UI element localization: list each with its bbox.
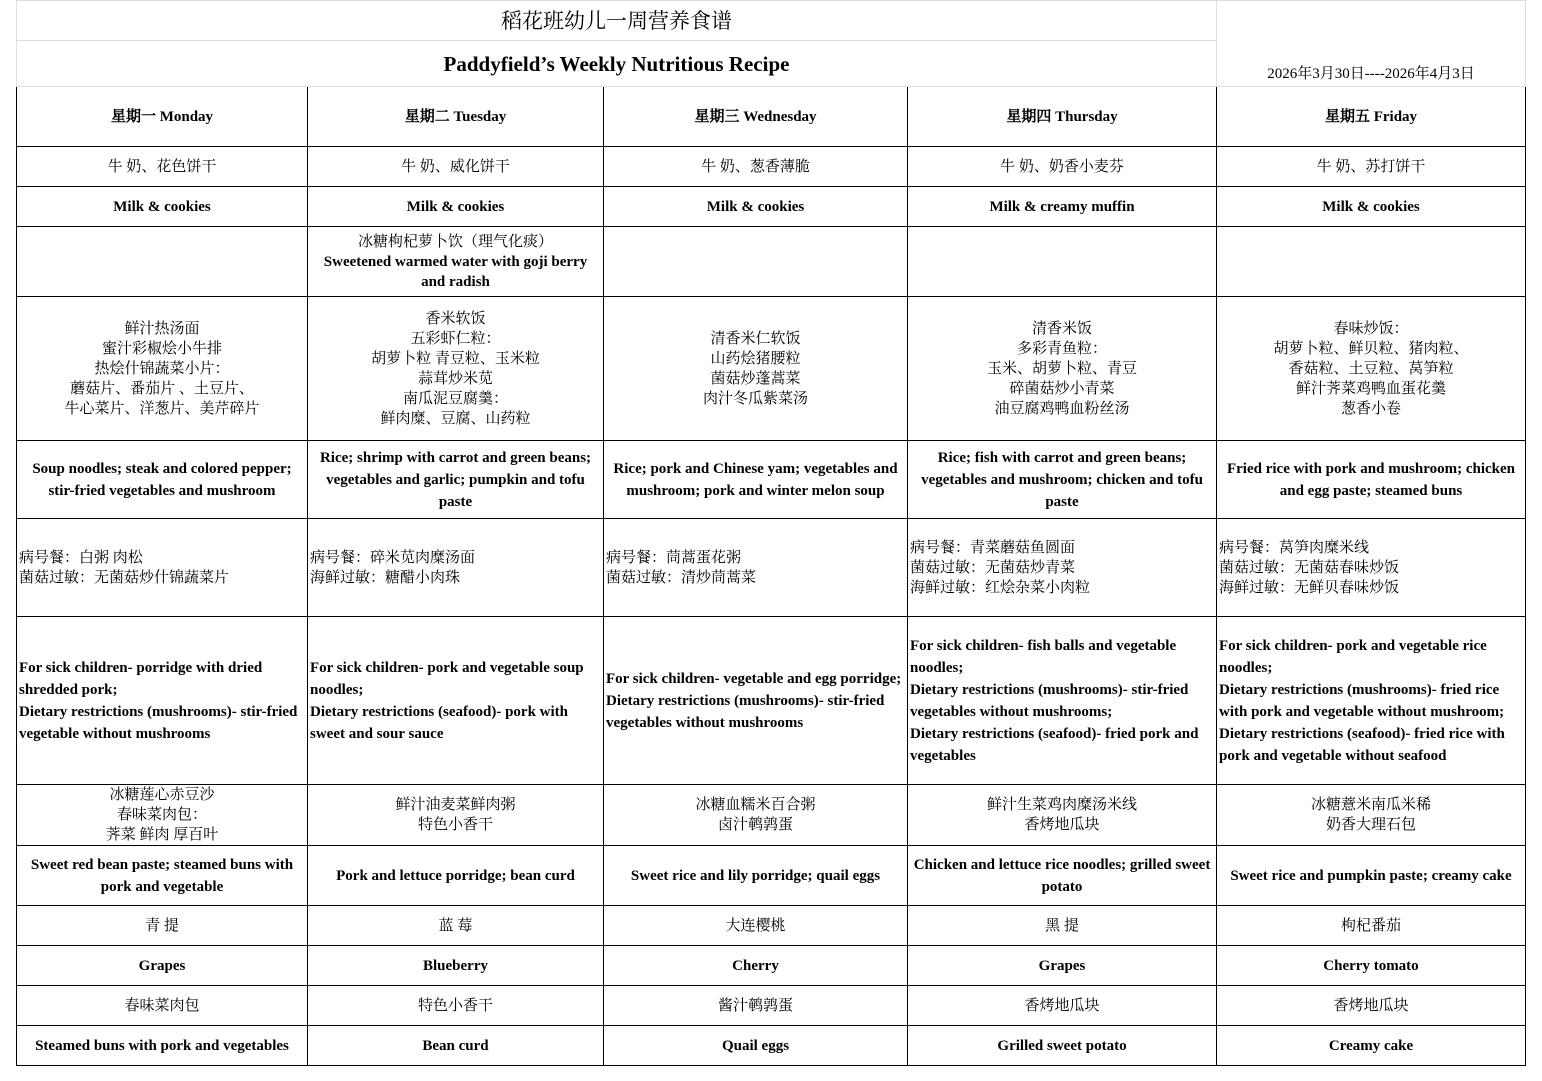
menu-cell: For sick children- vegetable and egg porridge; Dietary restrictions (mushrooms)- stir-fried vegetables without mushrooms bbox=[604, 617, 908, 785]
table-row bbox=[17, 986, 1526, 1026]
menu-cell: 清香米仁软饭 山药烩猪腰粒 菌菇炒蓬蒿菜 肉汁冬瓜紫菜汤 bbox=[604, 297, 908, 441]
date-range: 2026年3月30日----2026年4月3日 bbox=[1217, 41, 1526, 87]
menu-cell: Grapes bbox=[17, 946, 308, 986]
menu-cell: Pork and lettuce porridge; bean curd bbox=[308, 846, 604, 906]
table-row bbox=[17, 846, 1526, 906]
table-row bbox=[17, 1026, 1526, 1066]
menu-cell: Quail eggs bbox=[604, 1026, 908, 1066]
menu-cell: 春味炒饭： 胡萝卜粒、鲜贝粒、猪肉粒、 香菇粒、土豆粒、莴笋粒 鲜汁荠菜鸡鸭血蛋花羹 葱香小卷 bbox=[1217, 297, 1526, 441]
day-header: 星期五 Friday bbox=[1217, 87, 1526, 147]
menu-cell: 冰糖莲心赤豆沙 春味菜肉包： 荠菜 鲜肉 厚百叶 bbox=[17, 785, 308, 846]
menu-cell: Soup noodles; steak and colored pepper; stir-fried vegetables and mushroom bbox=[17, 441, 308, 519]
title-en: Paddyfield’s Weekly Nutritious Recipe bbox=[17, 41, 1217, 87]
menu-cell: Milk & cookies bbox=[308, 187, 604, 227]
menu-cell: For sick children- fish balls and vegetable noodles; Dietary restrictions (mushrooms)- stir-fried vegetables without mushrooms; Dietary restrictions (seafood)- fried pork and vegetables bbox=[908, 617, 1217, 785]
recipe-table bbox=[16, 0, 1526, 1066]
menu-cell: 黑 提 bbox=[908, 906, 1217, 946]
table-row bbox=[17, 946, 1526, 986]
menu-cell: Cherry bbox=[604, 946, 908, 986]
menu-cell: Bean curd bbox=[308, 1026, 604, 1066]
menu-cell: 枸杞番茄 bbox=[1217, 906, 1526, 946]
table-row bbox=[17, 785, 1526, 846]
menu-cell: Milk & cookies bbox=[1217, 187, 1526, 227]
menu-cell: 香米软饭 五彩虾仁粒： 胡萝卜粒 青豆粒、玉米粒 蒜茸炒米苋 南瓜泥豆腐羹： 鲜肉糜、豆腐、山药粒 bbox=[308, 297, 604, 441]
menu-cell: Milk & cookies bbox=[17, 187, 308, 227]
table-row bbox=[17, 617, 1526, 785]
menu-cell: Milk & creamy muffin bbox=[908, 187, 1217, 227]
menu-cell: Rice; shrimp with carrot and green beans; vegetables and garlic; pumpkin and tofu paste bbox=[308, 441, 604, 519]
menu-cell: 鲜汁油麦菜鲜肉粥 特色小香干 bbox=[308, 785, 604, 846]
menu-cell: 牛 奶、威化饼干 bbox=[308, 147, 604, 187]
menu-cell: Rice; pork and Chinese yam; vegetables and mushroom; pork and winter melon soup bbox=[604, 441, 908, 519]
table-row bbox=[17, 227, 1526, 297]
menu-cell: Milk & cookies bbox=[604, 187, 908, 227]
menu-cell: Grilled sweet potato bbox=[908, 1026, 1217, 1066]
menu-cell: Rice; fish with carrot and green beans; vegetables and mushroom; chicken and tofu paste bbox=[908, 441, 1217, 519]
menu-cell: 蓝 莓 bbox=[308, 906, 604, 946]
menu-cell: Cherry tomato bbox=[1217, 946, 1526, 986]
menu-cell: 鲜汁生菜鸡肉糜汤米线 香烤地瓜块 bbox=[908, 785, 1217, 846]
menu-cell: 酱汁鹌鹑蛋 bbox=[604, 986, 908, 1026]
menu-cell: 牛 奶、葱香薄脆 bbox=[604, 147, 908, 187]
menu-cell: 牛 奶、苏打饼干 bbox=[1217, 147, 1526, 187]
menu-cell: 春味菜肉包 bbox=[17, 986, 308, 1026]
menu-cell: 鲜汁热汤面 蜜汁彩椒烩小牛排 热烩什锦蔬菜小片： 蘑菇片、番茄片 、土豆片、 牛心菜片、洋葱片、美芹碎片 bbox=[17, 297, 308, 441]
day-header: 星期四 Thursday bbox=[908, 87, 1217, 147]
menu-cell: 病号餐：莴笋肉糜米线 菌菇过敏：无菌菇春味炒饭 海鲜过敏：无鲜贝春味炒饭 bbox=[1217, 519, 1526, 617]
menu-cell: 病号餐：青菜蘑菇鱼圆面 菌菇过敏：无菌菇炒青菜 海鲜过敏：红烩杂菜小肉粒 bbox=[908, 519, 1217, 617]
table-row bbox=[17, 906, 1526, 946]
day-header: 星期一 Monday bbox=[17, 87, 308, 147]
table-row bbox=[17, 441, 1526, 519]
menu-cell: Creamy cake bbox=[1217, 1026, 1526, 1066]
table-row bbox=[17, 519, 1526, 617]
table-row bbox=[17, 187, 1526, 227]
menu-cell: Chicken and lettuce rice noodles; grilled sweet potato bbox=[908, 846, 1217, 906]
menu-cell: For sick children- pork and vegetable soup noodles; Dietary restrictions (seafood)- pork with sweet and sour sauce bbox=[308, 617, 604, 785]
table-row bbox=[17, 297, 1526, 441]
menu-cell bbox=[604, 227, 908, 297]
menu-cell: 冰糖血糯米百合粥 卤汁鹌鹑蛋 bbox=[604, 785, 908, 846]
menu-cell: 病号餐：碎米苋肉糜汤面 海鲜过敏：糖醋小肉珠 bbox=[308, 519, 604, 617]
menu-cell: 病号餐：茼蒿蛋花粥 菌菇过敏：清炒茼蒿菜 bbox=[604, 519, 908, 617]
menu-cell: 香烤地瓜块 bbox=[1217, 986, 1526, 1026]
day-header: 星期二 Tuesday bbox=[308, 87, 604, 147]
menu-cell: 冰糖枸杞萝卜饮（理气化痰） Sweetened warmed water with goji berry and radish bbox=[308, 227, 604, 297]
menu-cell: Grapes bbox=[908, 946, 1217, 986]
menu-cell: Steamed buns with pork and vegetables bbox=[17, 1026, 308, 1066]
menu-cell: 香烤地瓜块 bbox=[908, 986, 1217, 1026]
menu-cell: 牛 奶、奶香小麦芬 bbox=[908, 147, 1217, 187]
menu-cell: Sweet rice and lily porridge; quail eggs bbox=[604, 846, 908, 906]
menu-cell: For sick children- pork and vegetable rice noodles; Dietary restrictions (mushrooms)- fried rice with pork and vegetable without mushroom; Dietary restrictions (seafood)- fried rice with pork and vegetable without seafood bbox=[1217, 617, 1526, 785]
menu-cell: Blueberry bbox=[308, 946, 604, 986]
menu-cell: 青 提 bbox=[17, 906, 308, 946]
menu-cell: Sweet rice and pumpkin paste; creamy cake bbox=[1217, 846, 1526, 906]
menu-cell bbox=[17, 227, 308, 297]
menu-cell: 牛 奶、花色饼干 bbox=[17, 147, 308, 187]
menu-cell: Sweet red bean paste; steamed buns with pork and vegetable bbox=[17, 846, 308, 906]
menu-cell: 冰糖薏米南瓜米稀 奶香大理石包 bbox=[1217, 785, 1526, 846]
table-row bbox=[17, 147, 1526, 187]
menu-cell bbox=[1217, 227, 1526, 297]
menu-cell: 清香米饭 多彩青鱼粒： 玉米、胡萝卜粒、青豆 碎菌菇炒小青菜 油豆腐鸡鸭血粉丝汤 bbox=[908, 297, 1217, 441]
menu-cell: Fried rice with pork and mushroom; chicken and egg paste; steamed buns bbox=[1217, 441, 1526, 519]
menu-cell: 病号餐：白粥 肉松 菌菇过敏：无菌菇炒什锦蔬菜片 bbox=[17, 519, 308, 617]
title-cn: 稻花班幼儿一周营养食谱 bbox=[17, 1, 1217, 41]
menu-cell: 特色小香干 bbox=[308, 986, 604, 1026]
menu-cell bbox=[908, 227, 1217, 297]
menu-cell: 大连樱桃 bbox=[604, 906, 908, 946]
menu-cell: For sick children- porridge with dried shredded pork; Dietary restrictions (mushrooms)- stir-fried vegetable without mushrooms bbox=[17, 617, 308, 785]
day-header: 星期三 Wednesday bbox=[604, 87, 908, 147]
